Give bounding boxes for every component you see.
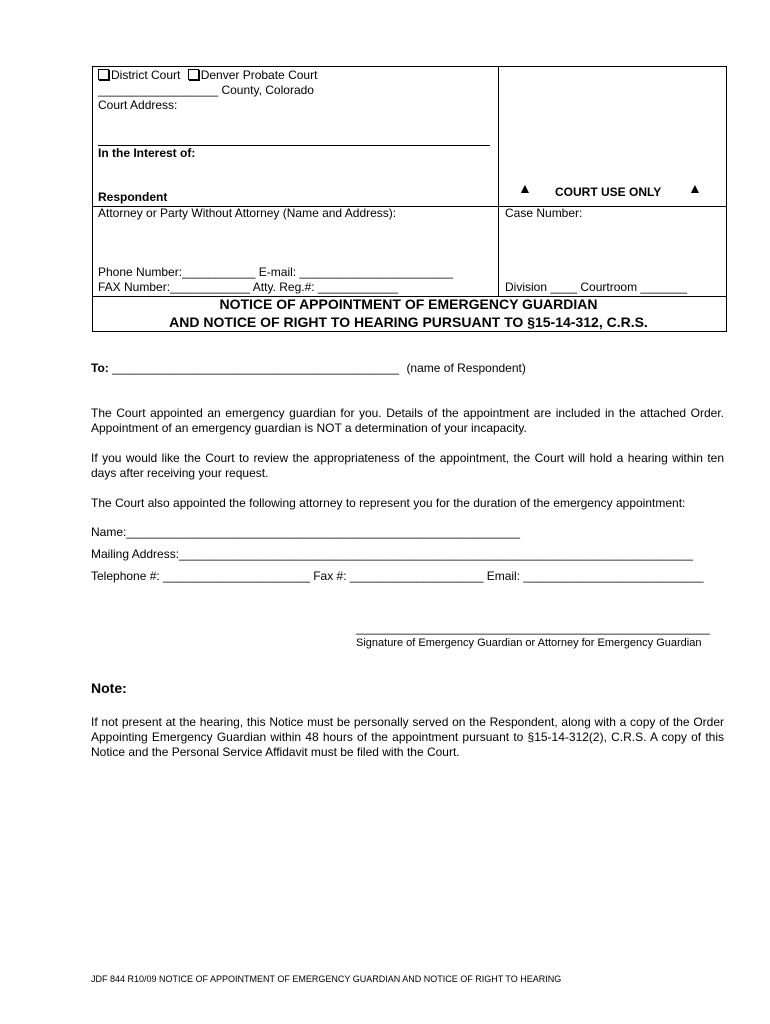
attorney-name-field[interactable]: Name:___________________________________________________________ (91, 525, 521, 539)
case-number-label: Case Number: (505, 206, 583, 220)
caption-vertical-divider (498, 66, 499, 296)
page-title-line1: NOTICE OF APPOINTMENT OF EMERGENCY GUARDIAN (219, 296, 598, 312)
attorney-label: Attorney or Party Without Attorney (Name and Address): (98, 206, 397, 220)
paragraph-hearing: If you would like the Court to review the appropriateness of the appointment, the Court will hold a hearing within ten days after receiving your request. (91, 451, 724, 480)
court-use-only-label: COURT USE ONLY (555, 185, 662, 199)
phone-email-line[interactable]: Phone Number:___________ E-mail: _______________________ (98, 265, 453, 279)
arrow-up-icon: ▲ (518, 180, 532, 196)
division-courtroom-line[interactable]: Division ____ Courtroom _______ (505, 280, 688, 294)
footer-form-id: JDF 844 R10/09 NOTICE OF APPOINTMENT OF EMERGENCY GUARDIAN AND NOTICE OF RIGHT TO HEARING (91, 974, 562, 984)
signature-line[interactable]: _____________________________________________________ (356, 621, 710, 635)
to-label: To: (91, 361, 109, 375)
note-heading: Note: (91, 680, 127, 696)
interest-of-label: In the Interest of: (98, 146, 196, 160)
to-line (91, 361, 526, 375)
respondent-name-field[interactable]: ___________________________________________ (112, 361, 400, 375)
arrow-up-icon: ▲ (688, 180, 702, 196)
court-address-label: Court Address: (98, 98, 178, 112)
fax-reg-line[interactable]: FAX Number:____________ Atty. Reg.#: ____________ (98, 280, 399, 294)
note-text: If not present at the hearing, this Notice must be personally served on the Respondent, along with a copy of the Order Appointing Emergency Guardian within 48 hours of the appointment pursuant to §15-14-312(2), C.R.S. A copy of this Notice and the Personal Service Affidavit must be filed with the Court. (91, 715, 724, 759)
district-court-label: District Court (111, 68, 181, 82)
district-court-checkbox[interactable] (98, 69, 109, 80)
denver-probate-checkbox[interactable] (188, 69, 199, 80)
attorney-contact-fields[interactable]: Telephone #: ______________________ Fax #: ____________________ Email: ___________________________ (91, 569, 704, 583)
county-line[interactable]: __________________ County, Colorado (98, 83, 314, 97)
respondent-name-hint: (name of Respondent) (406, 361, 526, 375)
court-type-row (98, 68, 317, 82)
paragraph-attorney: The Court also appointed the following attorney to represent you for the duration of the emergency appointment: (91, 496, 686, 510)
paragraph-appointment: The Court appointed an emergency guardian for you. Details of the appointment are included in the attached Order. Appointment of an emergency guardian is NOT a determination of your incapacity. (91, 406, 724, 435)
attorney-mailing-field[interactable]: Mailing Address:_____________________________________________________________________________ (91, 547, 693, 561)
signature-label: Signature of Emergency Guardian or Attorney for Emergency Guardian (356, 637, 702, 649)
respondent-label: Respondent (98, 190, 168, 204)
denver-probate-label: Denver Probate Court (200, 68, 318, 82)
page-title-line2: AND NOTICE OF RIGHT TO HEARING PURSUANT TO §15-14-312, C.R.S. (169, 314, 648, 330)
